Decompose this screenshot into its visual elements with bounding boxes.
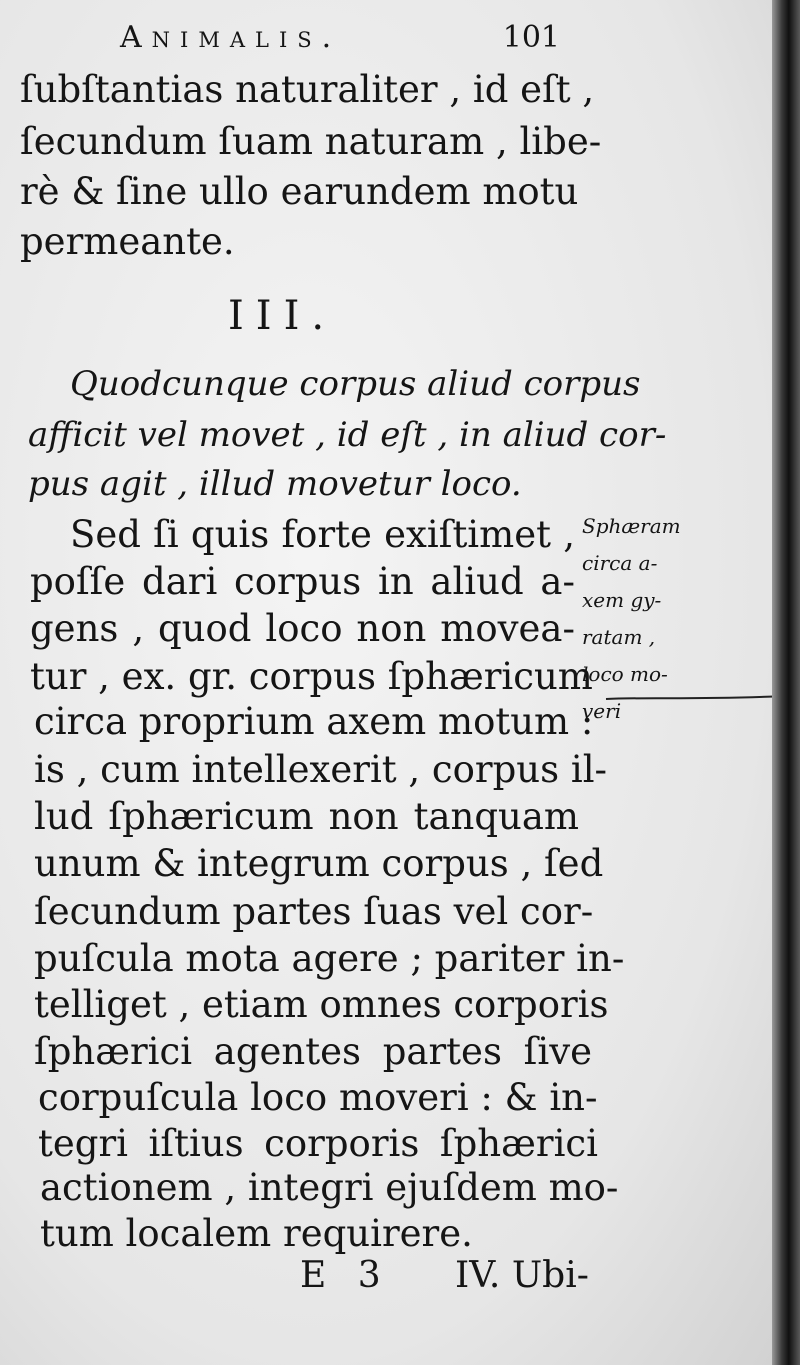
paragraph-2-line-9: ſecundum partes ſuas vel cor- (34, 890, 594, 933)
running-head (120, 20, 560, 56)
margin-note-line: xem gy- (582, 588, 662, 612)
page-number: 101 (502, 20, 560, 55)
section-heading: III. (228, 293, 337, 339)
margin-note-line: ratam , (582, 625, 656, 649)
paragraph-2-line-5: circa proprium axem motum : (34, 700, 594, 743)
signature-mark: E 3 (300, 1255, 391, 1296)
paragraph-2-line-4: tur , ex. gr. corpus ſphæricum (30, 655, 593, 698)
proposition-line-1: Quodcunque corpus aliud corpus (70, 364, 641, 404)
paragraph-2-line-14: tegri iſtius corporis ſphærici (38, 1122, 598, 1165)
paragraph-2-line-13: corpuſcula loco moveri : & in- (38, 1076, 598, 1119)
proposition-line-2: afficit vel movet , id eſt , in aliud cor- (28, 415, 667, 455)
margin-note-line: Sphæram (582, 514, 681, 538)
paragraph-2-line-7: lud ſphæricum non tanquam (34, 795, 579, 838)
paragraph-1-line-4: permeante. (20, 220, 235, 263)
page-footer (300, 1255, 620, 1305)
paragraph-1-line-1: ſubſtantias naturaliter , id eſt , (20, 68, 595, 111)
proposition-line-3: pus agit , illud movetur loco. (28, 464, 522, 504)
margin-note-line: circa a- (582, 551, 658, 575)
paragraph-2-line-16: tum localem requirere. (40, 1212, 473, 1255)
paragraph-2-line-2: poſſe dari corpus in aliud a- (30, 560, 575, 603)
handwritten-annotation (604, 690, 789, 702)
paragraph-2-line-3: gens , quod loco non movea- (30, 607, 575, 650)
paragraph-1-line-3: rè & ſine ullo earundem motu (20, 170, 579, 213)
paragraph-2-line-10: puſcula mota agere ; pariter in- (34, 937, 625, 980)
margin-note-line: veri (582, 699, 622, 723)
paragraph-2-line-1: Sed ſi quis forte exiſtimet , (70, 513, 575, 556)
paragraph-2-line-15: actionem , integri ejuſdem mo- (40, 1166, 619, 1209)
book-gutter (772, 0, 800, 1365)
paragraph-2-line-12: ſphærici agentes partes ſive (34, 1030, 592, 1073)
margin-note-line: loco mo- (582, 662, 668, 686)
catchword: IV. Ubi- (455, 1255, 589, 1296)
paragraph-1-line-2: ſecundum ſuam naturam , libe- (20, 120, 602, 163)
paragraph-2-line-6: is , cum intellexerit , corpus il- (34, 748, 608, 791)
paragraph-2-line-8: unum & integrum corpus , ſed (34, 842, 604, 885)
paragraph-2-line-11: telliget , etiam omnes corporis (34, 983, 609, 1026)
running-head-title: Animalis. (120, 20, 342, 55)
